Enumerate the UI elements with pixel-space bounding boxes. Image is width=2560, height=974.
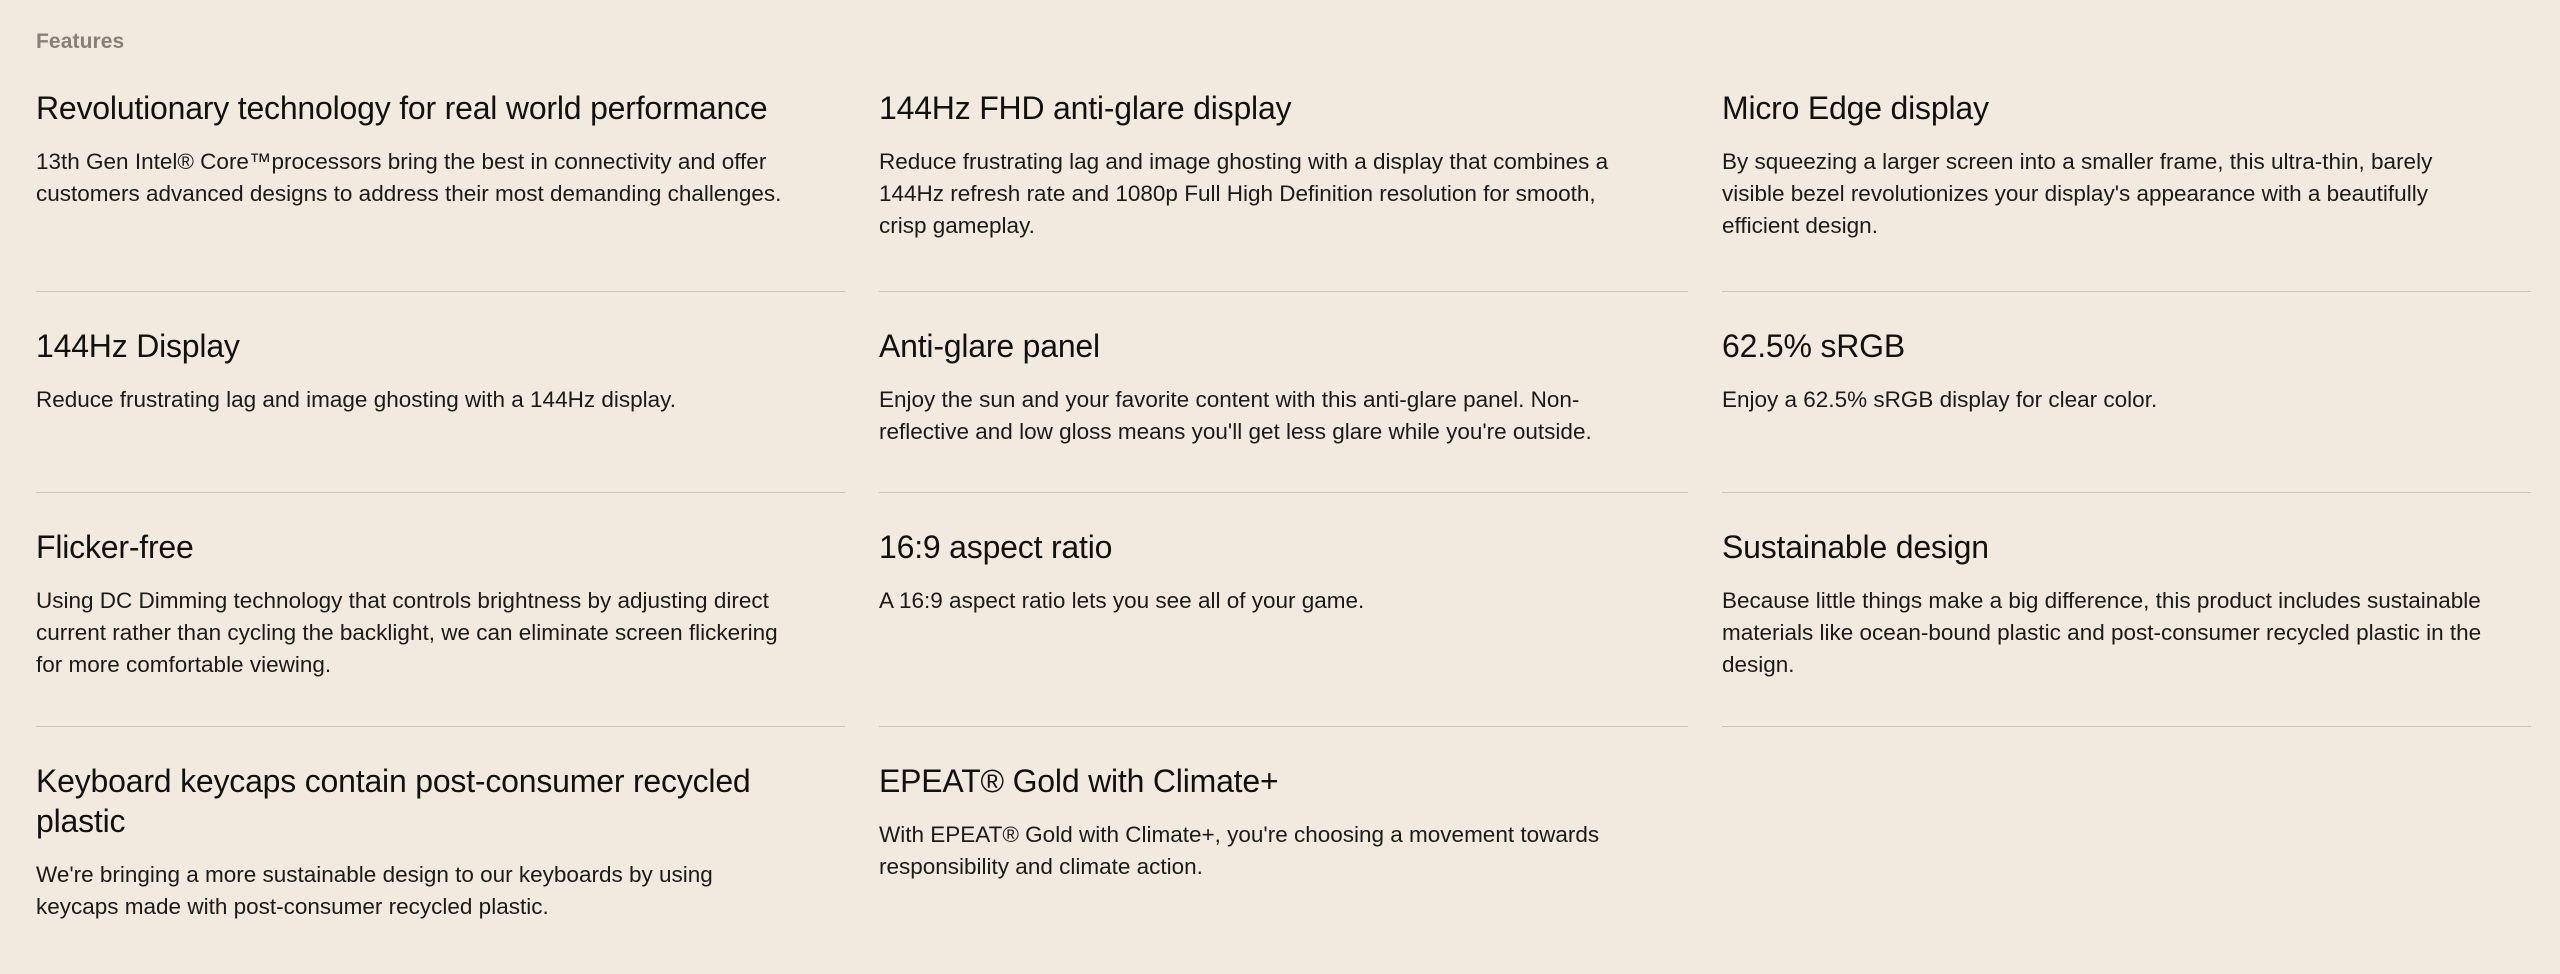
- feature-card: [36, 292, 845, 493]
- feature-description: Reduce frustrating lag and image ghosting with a display that combines a 144Hz refresh rate and 1080p Full High Definition resolution for smooth, crisp gameplay.: [879, 149, 1609, 238]
- section-label: Features: [36, 30, 125, 53]
- feature-card: [36, 88, 845, 292]
- feature-card: [1722, 292, 2531, 493]
- feature-title: 16:9 aspect ratio: [879, 529, 1113, 565]
- feature-title: 144Hz Display: [36, 328, 240, 364]
- feature-title: Flicker-free: [36, 529, 194, 565]
- feature-description: Using DC Dimming technology that controls brightness by adjusting direct current rather than cycling the backlight, we can eliminate screen flickering for more comfortable viewing.: [36, 588, 778, 677]
- feature-card: [879, 493, 1688, 727]
- feature-card: [36, 727, 845, 923]
- feature-card: [1722, 493, 2531, 727]
- feature-card: [879, 292, 1688, 493]
- features-grid: [36, 88, 2532, 923]
- feature-description: Reduce frustrating lag and image ghosting with a 144Hz display.: [36, 387, 676, 412]
- feature-card: [879, 88, 1688, 292]
- feature-title: Revolutionary technology for real world performance: [36, 90, 768, 126]
- feature-description: By squeezing a larger screen into a smaller frame, this ultra-thin, barely visible bezel revolutionizes your display's appearance with a beautifully efficient design.: [1722, 149, 2433, 238]
- feature-description: Enjoy a 62.5% sRGB display for clear color.: [1722, 387, 2158, 412]
- feature-description: Because little things make a big difference, this product includes sustainable materials like ocean-bound plastic and post-consumer recycled plastic in the design.: [1722, 588, 2482, 677]
- feature-title: Sustainable design: [1722, 529, 1989, 565]
- feature-title: Keyboard keycaps contain post-consumer recycled plastic: [36, 763, 751, 839]
- feature-title: Anti-glare panel: [879, 328, 1100, 364]
- feature-title: EPEAT® Gold with Climate+: [879, 763, 1279, 799]
- feature-description: With EPEAT® Gold with Climate+, you're choosing a movement towards responsibility and climate action.: [879, 822, 1600, 879]
- feature-title: 144Hz FHD anti-glare display: [879, 90, 1292, 126]
- feature-card: [1722, 88, 2531, 292]
- feature-title: 62.5% sRGB: [1722, 328, 1905, 364]
- feature-description: Enjoy the sun and your favorite content with this anti-glare panel. Non-reflective and low gloss means you'll get less glare while you're outside.: [879, 387, 1592, 444]
- feature-description: 13th Gen Intel® Core™processors bring the best in connectivity and offer customers advanced designs to address their most demanding challenges.: [36, 149, 782, 206]
- feature-title: Micro Edge display: [1722, 90, 1989, 126]
- empty-cell: [1722, 727, 2531, 923]
- feature-card: [36, 493, 845, 727]
- feature-description: We're bringing a more sustainable design to our keyboards by using keycaps made with post-consumer recycled plastic.: [36, 862, 713, 919]
- feature-description: A 16:9 aspect ratio lets you see all of your game.: [879, 588, 1365, 613]
- feature-card: [879, 727, 1688, 923]
